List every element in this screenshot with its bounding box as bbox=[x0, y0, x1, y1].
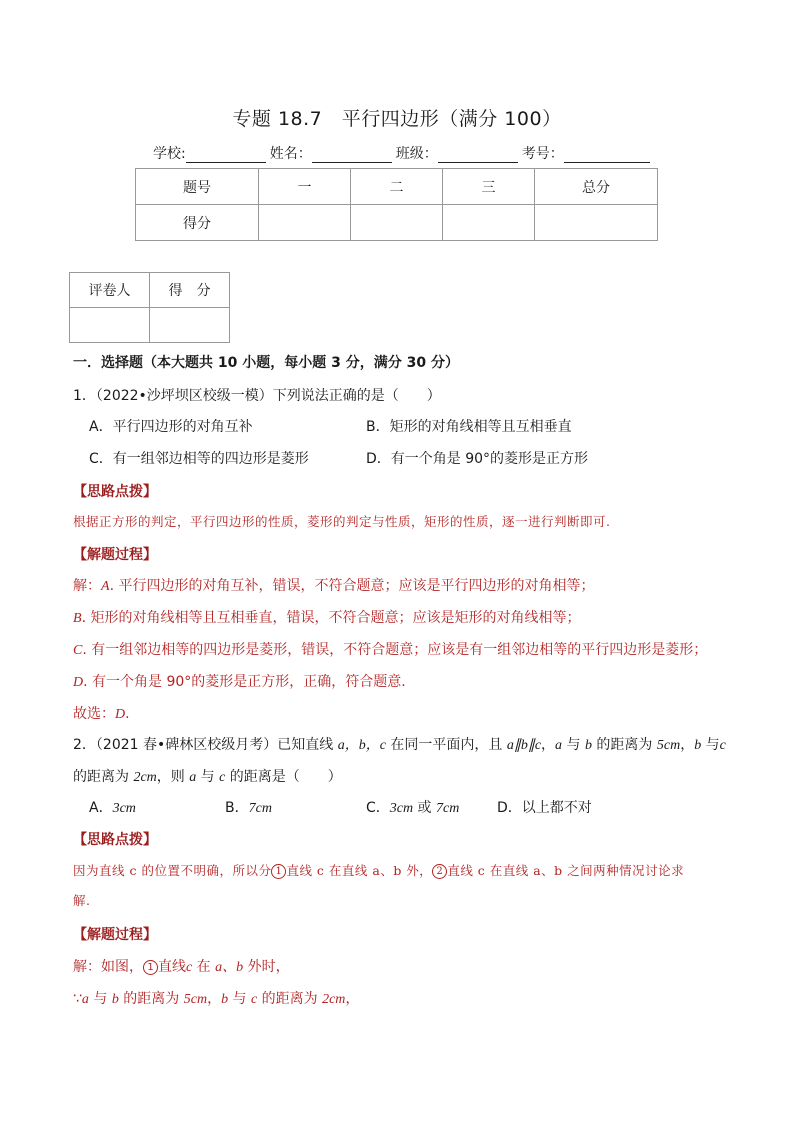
solution-text: 与 bbox=[228, 991, 251, 1007]
stem-text: 与 bbox=[701, 737, 720, 753]
solution-text: 解：如图， bbox=[73, 959, 143, 975]
solution-text: 外时， bbox=[243, 959, 290, 975]
q1-solution-c bbox=[73, 639, 707, 659]
stem-var: a bbox=[555, 738, 563, 753]
table-row-label: 得分 bbox=[136, 205, 259, 241]
score-cell[interactable] bbox=[150, 308, 230, 343]
q2-hint-line-1 bbox=[73, 861, 684, 879]
q2-solution-line-1 bbox=[73, 956, 290, 976]
answer-letter: D bbox=[115, 707, 126, 722]
stem-var: a，b，c bbox=[337, 738, 386, 753]
name-blank[interactable] bbox=[312, 148, 392, 163]
stem-text: 的距离是（ ） bbox=[225, 769, 342, 785]
q2-solution-line-2 bbox=[73, 988, 359, 1008]
exam-no-label: 考号： bbox=[521, 146, 564, 162]
section-heading: 一．选择题（本大题共 10 小题，每小题 3 分，满分 30 分） bbox=[73, 355, 459, 371]
page-title: 专题 18.7 平行四边形（满分 100） bbox=[232, 108, 562, 130]
option-value: 7cm bbox=[248, 801, 272, 816]
q2-hint-label: 【思路点拨】 bbox=[73, 832, 157, 848]
circled-number: 2 bbox=[432, 864, 447, 879]
solution-text: . 矩形的对角线相等且互相垂直，错误，不符合题意；应该是矩形的对角线相等； bbox=[81, 610, 581, 626]
option-letter: A bbox=[101, 579, 110, 594]
solution-text: ， bbox=[207, 991, 222, 1007]
stem-var: b bbox=[584, 738, 592, 753]
q2-option-c bbox=[366, 797, 459, 817]
score-cell[interactable] bbox=[351, 205, 443, 241]
stem-text: 的距离为 bbox=[73, 769, 134, 785]
table-row bbox=[136, 205, 658, 241]
school-label: 学校: bbox=[153, 146, 186, 162]
solution-var: 5cm bbox=[183, 992, 208, 1007]
answer-prefix: 故选： bbox=[73, 706, 115, 722]
stem-var: c bbox=[219, 770, 226, 785]
table-header-cell: 一 bbox=[259, 169, 351, 205]
solution-var: a、b bbox=[215, 960, 244, 975]
solution-text: ∵ bbox=[73, 991, 82, 1007]
stem-text: ， bbox=[541, 737, 556, 753]
option-text: 或 bbox=[413, 800, 437, 816]
q2-process-label: 【解题过程】 bbox=[73, 927, 157, 943]
stem-var: a∥b∥c bbox=[506, 738, 542, 753]
option-letter: D bbox=[73, 675, 84, 690]
solution-text: 在 bbox=[192, 959, 216, 975]
q1-solution-a bbox=[73, 575, 594, 595]
stem-text: 与 bbox=[562, 737, 585, 753]
solution-text: ， bbox=[345, 991, 360, 1007]
solution-prefix: 解： bbox=[73, 578, 101, 594]
table-header-cell: 得 分 bbox=[150, 273, 230, 308]
student-info-line bbox=[153, 143, 654, 163]
q1-option-a: A．平行四边形的对角互补 bbox=[89, 419, 253, 435]
stem-var: 5cm bbox=[656, 738, 681, 753]
q2-stem-line-2 bbox=[73, 766, 342, 786]
solution-text: . 平行四边形的对角互补，错误，不符合题意；应该是平行四边形的对角相等； bbox=[109, 578, 595, 594]
stem-text: ， bbox=[680, 737, 695, 753]
q1-solution-b bbox=[73, 607, 580, 627]
solution-text: . 有一组邻边相等的四边形是菱形，错误，不符合题意；应该是有一组邻边相等的平行四边形是菱形； bbox=[82, 642, 708, 658]
score-cell[interactable] bbox=[443, 205, 535, 241]
solution-var: c bbox=[250, 992, 258, 1007]
answer-suffix: . bbox=[125, 706, 130, 722]
q2-stem-line-1 bbox=[73, 734, 726, 754]
solution-text: . 有一个角是 90°的菱形是正方形，正确，符合题意. bbox=[83, 674, 406, 690]
solution-var: 2cm bbox=[322, 992, 346, 1007]
solution-text: 与 bbox=[88, 991, 112, 1007]
hint-text: 因为直线 c 的位置不明确，所以分 bbox=[73, 863, 272, 878]
hint-text: 直线 c 在直线 a、b 外， bbox=[286, 863, 433, 878]
stem-var: a bbox=[189, 770, 197, 785]
q2-option-a bbox=[89, 797, 136, 817]
stem-text: 与 bbox=[196, 769, 220, 785]
solution-text: 的距离为 bbox=[257, 991, 323, 1007]
q2-option-d: D．以上都不对 bbox=[497, 800, 592, 816]
option-value: 3cm bbox=[389, 801, 414, 816]
school-blank[interactable] bbox=[186, 148, 266, 163]
q1-solution-d bbox=[73, 671, 406, 691]
score-cell[interactable] bbox=[535, 205, 658, 241]
stem-var: c bbox=[719, 738, 726, 753]
stem-text: ，则 bbox=[156, 769, 190, 785]
q2-hint-line-2: 解. bbox=[73, 893, 91, 908]
stem-text: 在同一平面内，且 bbox=[385, 737, 507, 753]
table-row bbox=[70, 308, 230, 343]
hint-text: 直线 c 在直线 a、b 之间两种情况讨论求 bbox=[447, 863, 685, 878]
q1-hint-text: 根据正方形的判定，平行四边形的性质，菱形的判定与性质，矩形的性质，逐一进行判断即可. bbox=[73, 514, 611, 529]
q1-option-d: D．有一个角是 90°的菱形是正方形 bbox=[366, 451, 589, 467]
option-letter: C bbox=[73, 643, 83, 658]
option-label: C． bbox=[366, 800, 390, 816]
stem-text: 的距离为 bbox=[591, 737, 657, 753]
table-header-cell: 二 bbox=[351, 169, 443, 205]
q1-stem: 1．（2022•沙坪坝区校级一模）下列说法正确的是（ ） bbox=[73, 388, 441, 404]
circled-number: 1 bbox=[271, 864, 286, 879]
q1-answer bbox=[73, 703, 130, 723]
table-header-cell: 三 bbox=[443, 169, 535, 205]
q1-option-c: C．有一组邻边相等的四边形是菱形 bbox=[89, 451, 309, 467]
option-value: 7cm bbox=[436, 801, 460, 816]
solution-text: 直线 bbox=[158, 959, 186, 975]
solution-var: b bbox=[221, 992, 229, 1007]
q1-hint-label: 【思路点拨】 bbox=[73, 484, 157, 500]
score-cell[interactable] bbox=[259, 205, 351, 241]
table-row bbox=[70, 273, 230, 308]
stem-var: b bbox=[694, 738, 702, 753]
table-header-cell: 总分 bbox=[535, 169, 658, 205]
stem-var: 2cm bbox=[133, 770, 157, 785]
option-label: B． bbox=[225, 800, 249, 816]
class-label: 班级： bbox=[395, 146, 438, 162]
table-row bbox=[136, 169, 658, 205]
stem-text: 2．（2021 春•碑林区校级月考）已知直线 bbox=[73, 737, 338, 753]
q2-option-b bbox=[225, 797, 272, 817]
class-blank[interactable] bbox=[438, 148, 518, 163]
table-header-cell: 题号 bbox=[136, 169, 259, 205]
exam-no-blank[interactable] bbox=[564, 148, 650, 163]
table-header-cell: 评卷人 bbox=[70, 273, 150, 308]
option-letter: B bbox=[73, 611, 82, 626]
q1-process-label: 【解题过程】 bbox=[73, 547, 157, 563]
q1-option-b: B．矩形的对角线相等且互相垂直 bbox=[366, 419, 572, 435]
solution-var: b bbox=[111, 992, 119, 1007]
grader-cell[interactable] bbox=[70, 308, 150, 343]
solution-var: a bbox=[81, 992, 89, 1007]
option-label: A． bbox=[89, 800, 113, 816]
option-value: 3cm bbox=[112, 801, 136, 816]
score-table bbox=[135, 168, 658, 241]
solution-var: c bbox=[186, 960, 193, 975]
grader-table bbox=[69, 272, 230, 343]
circled-number: 1 bbox=[143, 960, 158, 975]
solution-text: 的距离为 bbox=[118, 991, 184, 1007]
name-label: 姓名： bbox=[269, 146, 312, 162]
